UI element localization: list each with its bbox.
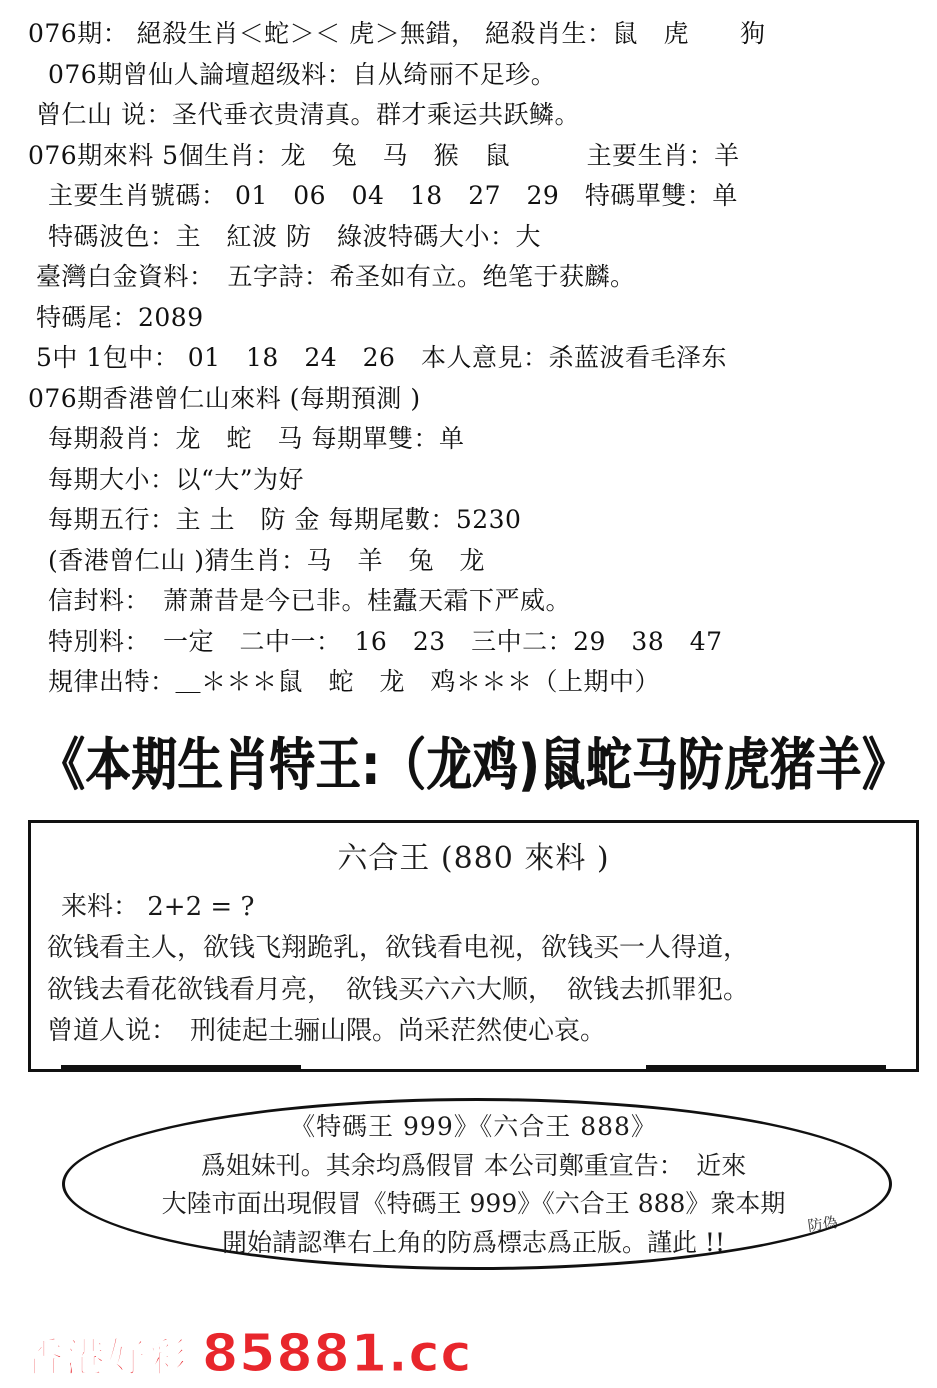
seal-icon: 防偽: [806, 1213, 839, 1236]
info-line: 076期來料 5個生肖：龙 兔 马 猴 鼠 主要生肖：羊: [28, 140, 740, 170]
notice-line: 大陸市面出現假冒《特碼王 999》《六合王 888》衆本期: [161, 1189, 786, 1219]
divider-right: [646, 1065, 886, 1069]
headline-banner: 《本期生肖特王:（龙鸡)鼠蛇马防虎猪羊》: [39, 731, 908, 798]
info-line: 臺灣白金資料： 五字詩：希圣如有立。绝笔于获麟。: [36, 262, 636, 291]
info-line: 每期大小：以“大”为好: [48, 464, 305, 494]
info-line: 特碼波色：主 紅波 防 綠波特碼大小：大: [48, 221, 541, 251]
box-line: 欲钱去看花欲钱看月亮， 欲钱买六六大顺， 欲钱去抓罪犯。: [47, 974, 750, 1005]
info-line: 信封料： 萧萧昔是今已非。桂蠹天霜下严威。: [48, 586, 572, 615]
notice-text: [28, 1108, 919, 1263]
info-text-block: [28, 14, 919, 703]
notice-line: 爲姐妹刊。其余均爲假冒 本公司鄭重宣告： 近來: [200, 1150, 747, 1180]
box-line: 曾道人说： 刑徒起土骊山隈。尚采茫然使心哀。: [47, 1016, 607, 1047]
divider-left: [61, 1065, 301, 1069]
info-line: 規律出特：＿＊＊＊鼠 蛇 龙 鸡＊＊＊（上期中）: [48, 667, 661, 696]
notice-line: 《特碼王 999》《六合王 888》: [290, 1111, 657, 1141]
notice-line: 開始請認準右上角的防爲標志爲正版。謹此 !!: [221, 1228, 726, 1258]
brand-name: 香港好彩: [24, 1335, 188, 1381]
info-line: 特別料： 一定 二中一： 16 23 三中二：29 38 47: [48, 626, 723, 656]
info-line: 每期五行：主 土 防 金 每期尾數：5230: [48, 505, 522, 534]
site-watermark: [24, 1324, 472, 1384]
info-line: 曾仁山 说：圣代垂衣贵清真。群才乘运共跃鳞。: [36, 100, 580, 129]
info-line: (香港曾仁山 )猜生肖：马 羊 兔 龙: [48, 545, 485, 575]
site-url: 85881.cc: [202, 1324, 473, 1384]
info-line: 076期曾仙人論壇超级料：自从绮丽不足珍。: [48, 59, 557, 89]
info-line: 5中 1包中： 01 18 24 26 本人意見：杀蓝波看毛泽东: [36, 343, 727, 372]
info-line: 076期香港曾仁山來料 (每期預測 ): [28, 383, 421, 413]
info-line: 076期： 絕殺生肖＜蛇＞＜ 虎＞無錯， 絕殺肖生：鼠 虎 狗: [28, 19, 766, 48]
info-line: 特碼尾：2089: [36, 302, 204, 332]
info-line: 每期殺肖：龙 蛇 马 每期單雙：单: [48, 424, 465, 453]
box-title: 六合王 (880 來料 ): [337, 840, 610, 876]
box-line: 来料： 2+2 = ?: [61, 891, 255, 922]
liuhewang-box: [28, 820, 919, 1072]
info-line: 主要生肖號碼： 01 06 04 18 27 29 特碼單雙：单: [48, 181, 738, 210]
anti-counterfeit-notice: [28, 1098, 919, 1283]
box-line: 欲钱看主人，欲钱飞翔跪乳，欲钱看电视，欲钱买一人得道，: [47, 933, 750, 964]
